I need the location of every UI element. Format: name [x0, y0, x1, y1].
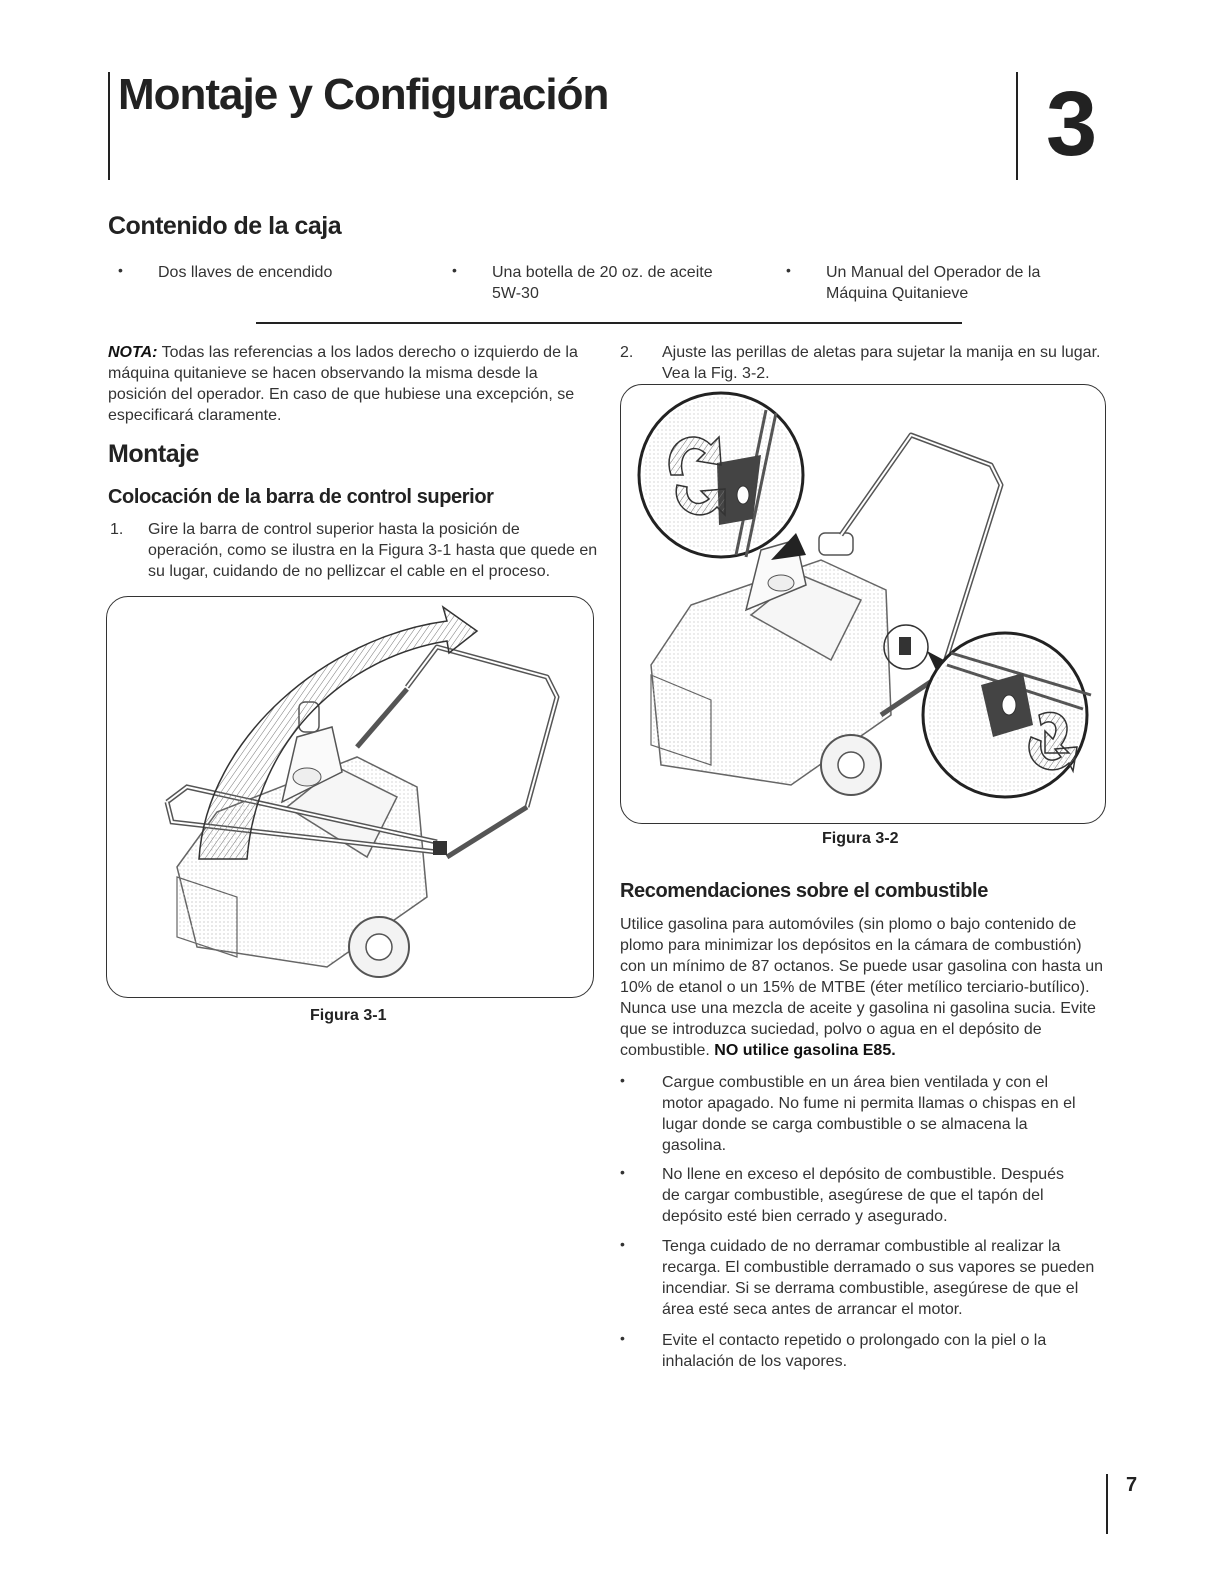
- box-item-2: Una botella de 20 oz. de aceite 5W-30: [492, 264, 713, 302]
- fuel-paragraph-text: Utilice gasolina para automóviles (sin plomo o bajo contenido de plomo para minimizar los depósitos en la cámara de combustión) con un mínimo de 87 octanos. Se puede usar gasolina con hasta un 10% de etanol o un 15% de MTBE (éter metílico terciario-butílico). Nunca use una mezcla de aceite y gasolina ni gasolina sucia. Evite que se introduzca suciedad, polvo o agua en el depósito de combustible.: [620, 916, 1103, 1059]
- bullet-dot: •: [786, 262, 791, 278]
- note-text: Todas las referencias a los lados derecho o izquierdo de la máquina quitanieve se hacen observando la misma desde la posición del operador. En caso de que hubiese una excepción, se especificará claramente.: [108, 344, 578, 424]
- fuel-bullet-2: No llene en exceso el depósito de combustible. Después de cargar combustible, asegúrese de que el tapón del depósito esté bien cerrado y asegurado.: [662, 1166, 1065, 1225]
- step-1-number: 1.: [110, 521, 124, 538]
- assembly-subheading: Colocación de la barra de control superior: [108, 486, 494, 508]
- page-number-bar: [1106, 1474, 1108, 1534]
- page-title: Montaje y Configuración: [118, 70, 609, 119]
- fuel-paragraph: [620, 914, 1106, 1061]
- figure-3-1-caption: Figura 3-1: [310, 1007, 387, 1024]
- bullet-dot: •: [452, 262, 457, 278]
- fuel-bullet-3: Tenga cuidado de no derramar combustible al realizar la recarga. El combustible derramado o sus vapores se pueden incendiar. Si se derrama combustible, asegúrese de que el área esté seca antes de arrancar el motor.: [662, 1238, 1095, 1318]
- title-left-bar: [108, 72, 110, 180]
- snowblower-knobs-illustration: [621, 385, 1105, 823]
- chapter-number: 3: [1046, 73, 1098, 175]
- page-number: 7: [1126, 1474, 1138, 1496]
- assembly-heading: Montaje: [108, 440, 199, 468]
- fuel-bullet-1: Cargue combustible en un área bien ventilada y con el motor apagado. No fume ni permita llamas o chispas en el lugar donde se carga combustible o se almacena la gasolina.: [662, 1074, 1076, 1154]
- bullet-dot: •: [118, 262, 123, 278]
- box-contents-heading: Contenido de la caja: [108, 212, 342, 240]
- bullet-dot: •: [620, 1164, 625, 1180]
- bullet-dot: •: [620, 1236, 625, 1252]
- figure-3-2: [620, 384, 1106, 824]
- note-paragraph: [108, 342, 594, 426]
- step-2-number: 2.: [620, 344, 634, 361]
- fuel-heading: Recomendaciones sobre el combustible: [620, 880, 988, 902]
- note-label: NOTA:: [108, 344, 158, 361]
- snowblower-handle-illustration: [107, 597, 593, 997]
- bullet-dot: •: [620, 1072, 625, 1088]
- chapter-divider-bar: [1016, 72, 1018, 180]
- section-divider: [256, 322, 962, 324]
- step-2-text: Ajuste las perillas de aletas para sujetar la manija en su lugar. Vea la Fig. 3-2.: [662, 344, 1101, 382]
- bullet-dot: •: [620, 1330, 625, 1346]
- figure-3-1: [106, 596, 594, 998]
- box-item-3: Un Manual del Operador de la Máquina Quitanieve: [826, 264, 1041, 302]
- fuel-warning-bold: NO utilice gasolina E85.: [714, 1042, 896, 1059]
- fuel-bullet-4: Evite el contacto repetido o prolongado con la piel o la inhalación de los vapores.: [662, 1332, 1047, 1370]
- figure-3-2-caption: Figura 3-2: [822, 830, 899, 847]
- box-item-1: Dos llaves de encendido: [158, 264, 333, 281]
- step-1-text: Gire la barra de control superior hasta la posición de operación, como se ilustra en la Figura 3-1 hasta que quede en su lugar, cuidando de no pellizcar el cable en el proceso.: [148, 521, 598, 580]
